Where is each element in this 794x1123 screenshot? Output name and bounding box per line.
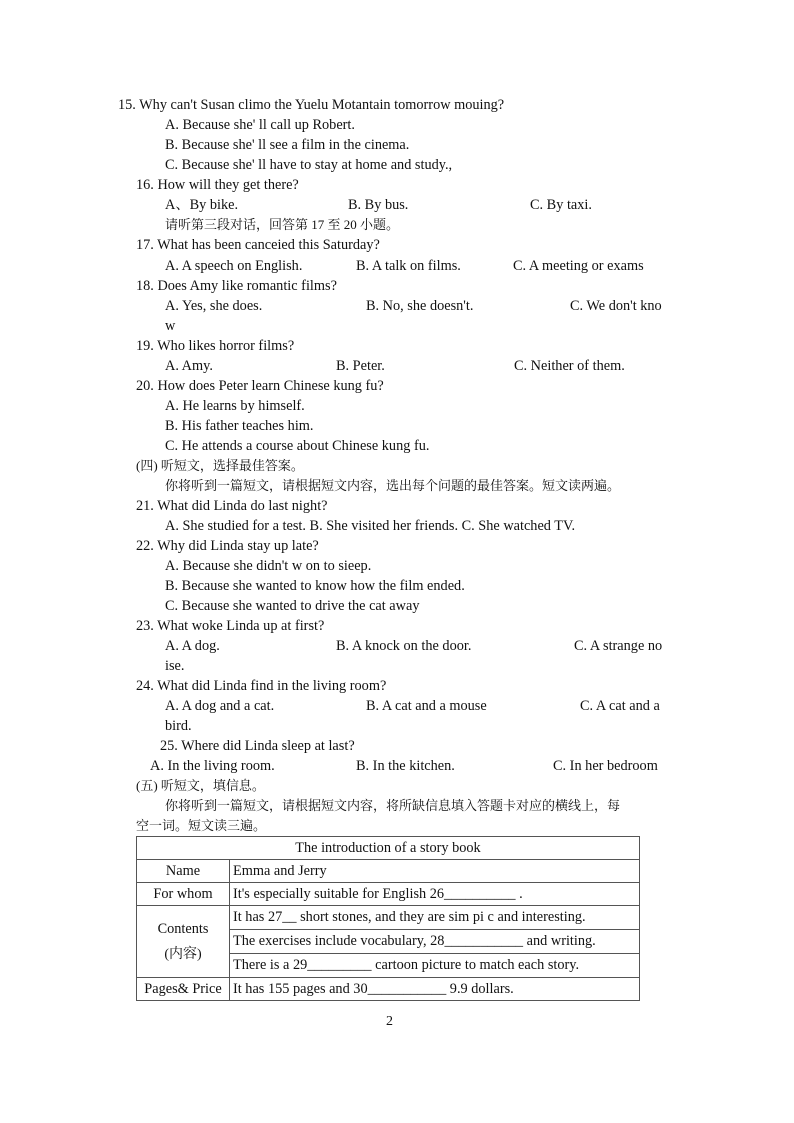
text-line: B. In the kitchen.	[356, 758, 455, 774]
text-line: 18. Does Amy like romantic films?	[136, 278, 337, 294]
contents-label: Contents	[157, 920, 209, 937]
contents-label-cn: (内容)	[164, 946, 202, 962]
text-line: 你将听到一篇短文，请根据短文内容，将所缺信息填入答题卡对应的横线上，每	[165, 798, 621, 813]
text-line: C. A cat and a	[580, 698, 660, 714]
text-line: 19. Who likes horror films?	[136, 338, 295, 354]
text-line: ise.	[165, 658, 185, 674]
text-line: 17. What has been canceied this Saturday?	[136, 237, 380, 253]
name-label: Name	[137, 860, 230, 883]
text-line: C. We don't kno	[570, 298, 662, 314]
page-number: 2	[386, 1014, 393, 1029]
text-line: C. A strange no	[574, 638, 663, 654]
text-line: A、By bike.	[165, 197, 239, 213]
text-line: 请听第三段对话，回答第 17 至 20 小题。	[165, 217, 400, 232]
text-line: A. Amy.	[165, 358, 213, 374]
contents-label-cell	[137, 906, 230, 978]
text-line: B. No, she doesn't.	[366, 298, 474, 314]
text-line: C. He attends a course about Chinese kung fu.	[165, 438, 430, 454]
text-line: 23. What woke Linda up at first?	[136, 618, 325, 634]
text-line: 16. How will they get there?	[136, 177, 299, 193]
table-title: The introduction of a story book	[137, 837, 640, 860]
text-line: B. Because she' ll see a film in the cinema.	[165, 137, 410, 153]
story-book-info-table	[136, 836, 640, 1001]
text-line: C. By taxi.	[530, 197, 592, 213]
text-line: B. A cat and a mouse	[366, 698, 487, 714]
text-line: 21. What did Linda do last night?	[136, 498, 328, 514]
contents-row-3: There is a 29_________ cartoon picture to match each story.	[230, 954, 640, 978]
text-line: 22. Why did Linda stay up late?	[136, 538, 319, 554]
text-line: C. Because she' ll have to stay at home and study.,	[165, 157, 453, 173]
name-value: Emma and Jerry	[230, 860, 640, 883]
pages-price-value: It has 155 pages and 30___________ 9.9 dollars.	[230, 978, 640, 1001]
text-line: w	[165, 318, 176, 334]
text-line: 20. How does Peter learn Chinese kung fu?	[136, 378, 384, 394]
text-line: 你将听到一篇短文，请根据短文内容，选出每个问题的最佳答案。短文读两遍。	[165, 478, 621, 493]
text-line: B. Peter.	[336, 358, 385, 374]
text-line: 24. What did Linda find in the living room?	[136, 678, 387, 694]
text-line: C. In her bedroom	[553, 758, 658, 774]
for-whom-label: For whom	[137, 883, 230, 906]
text-line: B. By bus.	[348, 197, 409, 213]
text-line: A. In the living room.	[150, 758, 275, 774]
text-line: A. Because she' ll call up Robert.	[165, 117, 355, 133]
text-line: C. Because she wanted to drive the cat away	[165, 598, 420, 614]
contents-row-1: It has 27__ short stones, and they are sim pi c and interesting.	[230, 906, 640, 930]
text-line: bird.	[165, 718, 192, 734]
text-line: A. A dog and a cat.	[165, 698, 275, 714]
text-line: A. Yes, she does.	[165, 298, 263, 314]
text-line: 15. Why can't Susan climo the Yuelu Motantain tomorrow mouing?	[118, 97, 505, 113]
text-line: B. Because she wanted to know how the film ended.	[165, 578, 465, 594]
text-line: C. A meeting or exams	[513, 258, 644, 274]
text-line: (五) 听短文，填信息。	[136, 778, 265, 793]
pages-price-label: Pages& Price	[137, 978, 230, 1001]
text-line: B. A talk on films.	[356, 258, 461, 274]
text-line: A. A dog.	[165, 638, 220, 654]
text-line: 25. Where did Linda sleep at last?	[160, 738, 355, 754]
text-line: A. A speech on English.	[165, 258, 303, 274]
text-line: A. He learns by himself.	[165, 398, 305, 414]
text-line: 空一词。短文读三遍。	[136, 818, 267, 833]
text-line: B. A knock on the door.	[336, 638, 472, 654]
contents-row-2: The exercises include vocabulary, 28___________ and writing.	[230, 930, 640, 954]
text-line: A. Because she didn't w on to sieep.	[165, 558, 372, 574]
text-line: A. She studied for a test. B. She visited her friends. C. She watched TV.	[165, 518, 576, 534]
text-line: (四) 听短文，选择最佳答案。	[136, 458, 304, 473]
text-line: C. Neither of them.	[514, 358, 625, 374]
for-whom-value: It's especially suitable for English 26__________ .	[230, 883, 640, 906]
text-line: B. His father teaches him.	[165, 418, 314, 434]
